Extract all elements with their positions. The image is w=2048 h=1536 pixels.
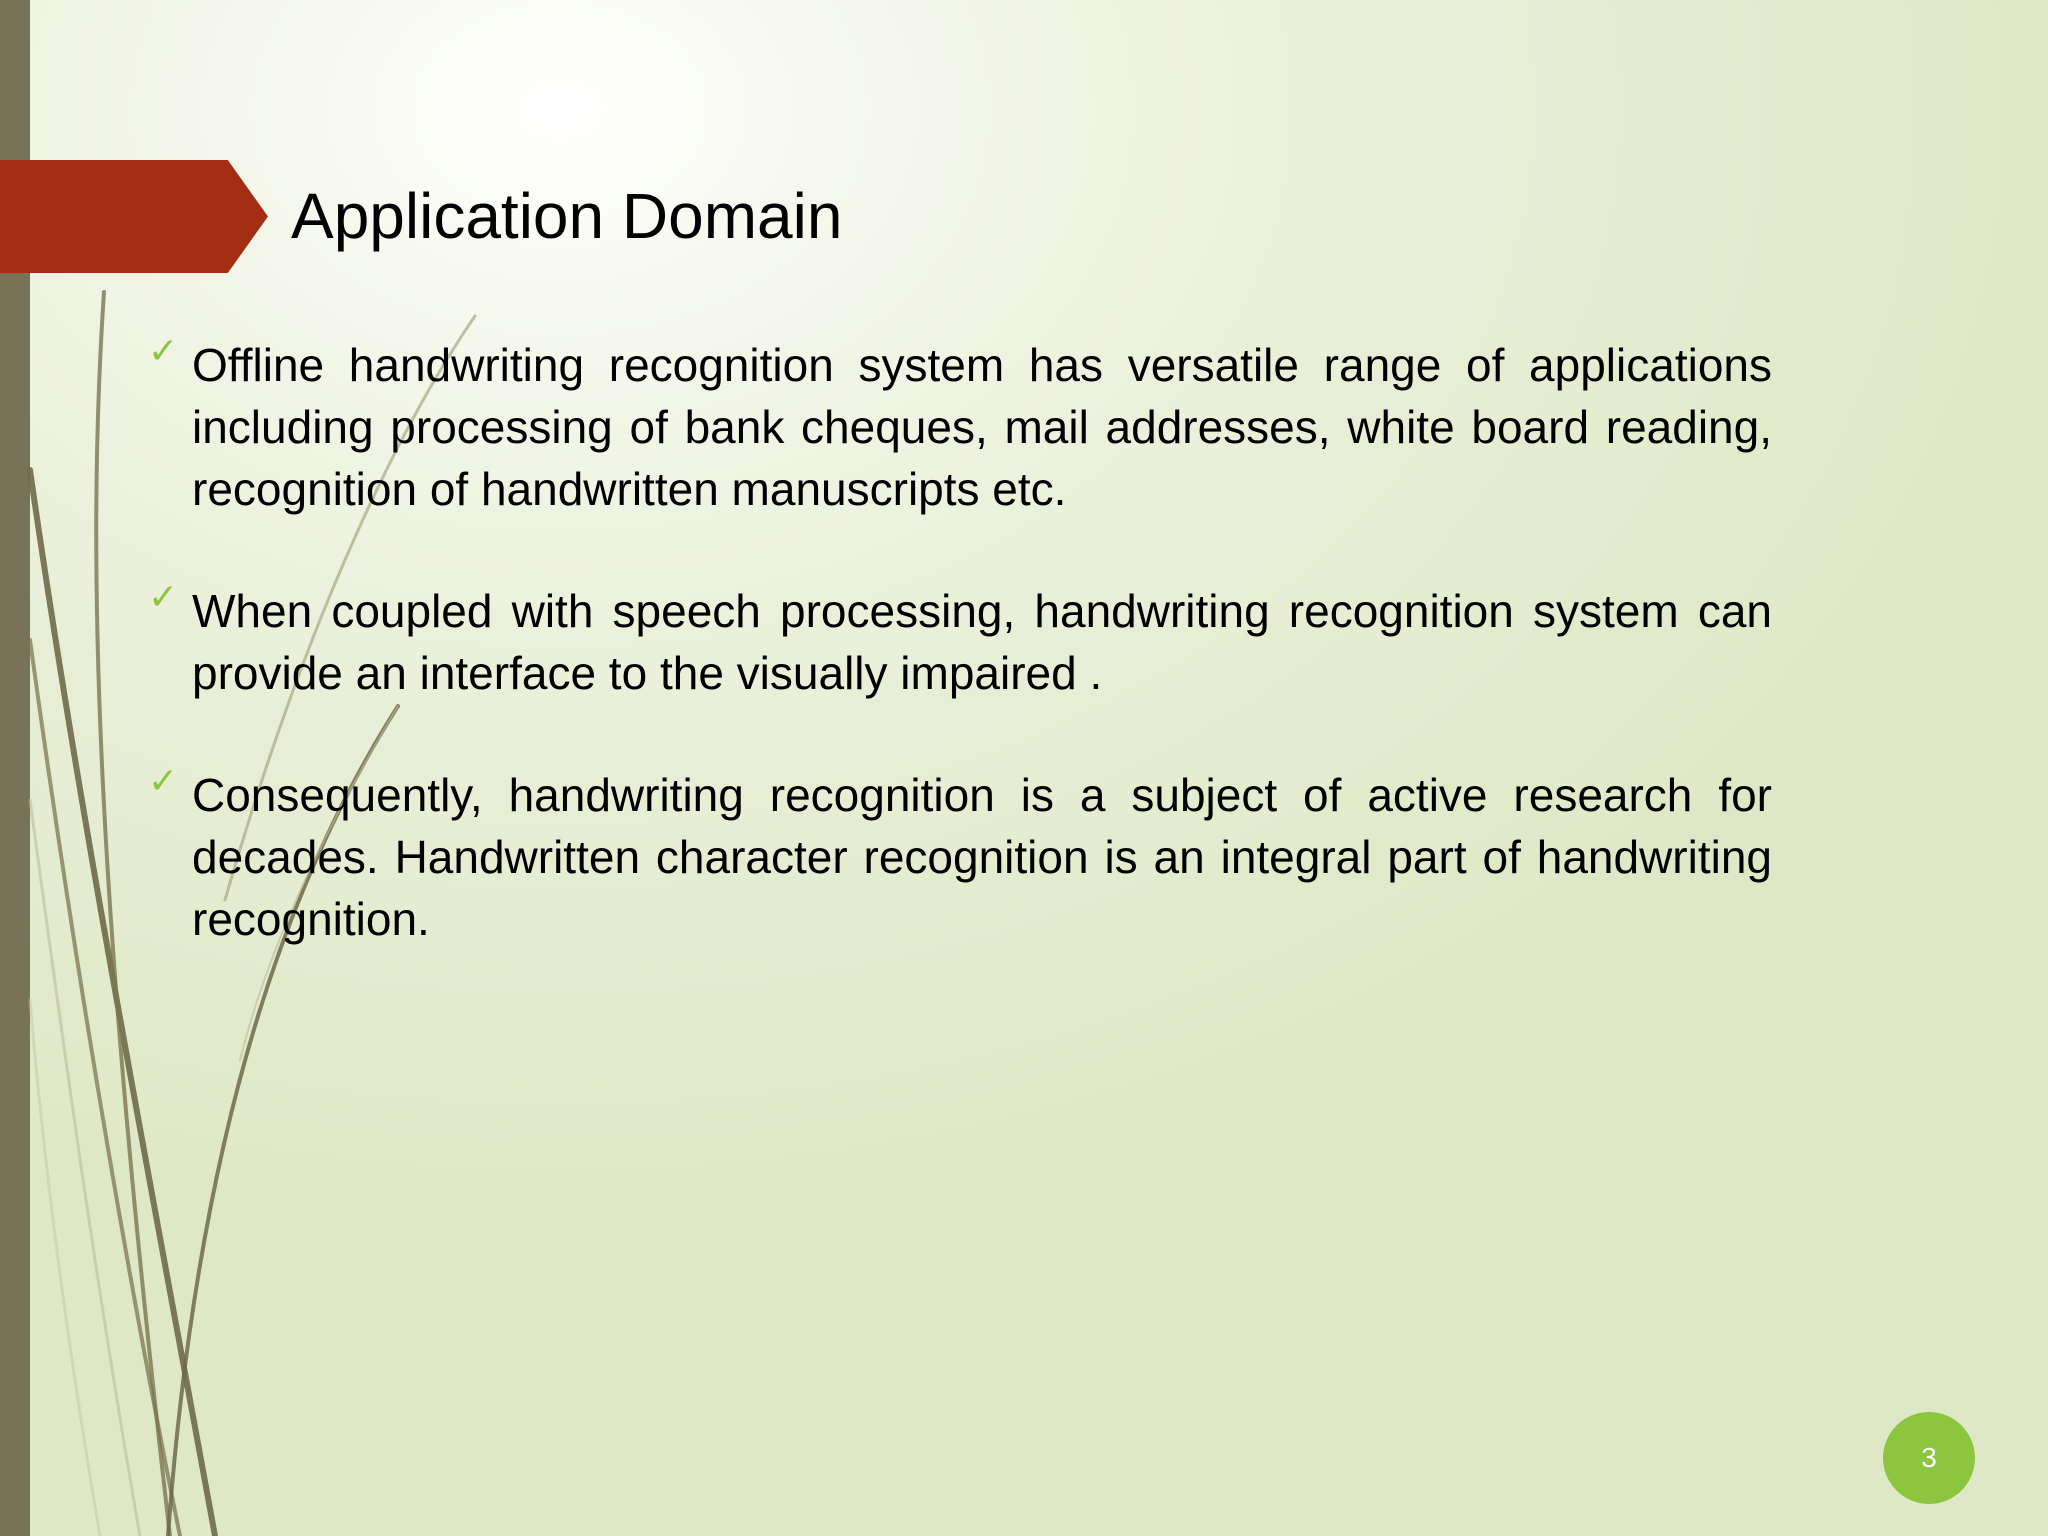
check-icon: ✓ [148, 761, 179, 802]
list-item [140, 761, 1772, 950]
check-icon: ✓ [148, 577, 179, 618]
bullet-text: When coupled with speech processing, handwriting recognition system can provide an interface to the visually impaired . [192, 585, 1772, 699]
title-arrow-shape [0, 160, 268, 273]
bullet-list [140, 331, 1772, 1010]
check-icon: ✓ [148, 331, 179, 372]
slide-title: Application Domain [291, 180, 843, 252]
page-number-badge: 3 [1883, 1412, 1975, 1504]
list-item [140, 331, 1772, 520]
list-item [140, 577, 1772, 704]
bullet-text: Offline handwriting recognition system has versatile range of applications including processing of bank cheques, mail addresses, white board reading, recognition of handwritten manuscripts etc. [192, 339, 1772, 515]
bullet-text: Consequently, handwriting recognition is a subject of active research for decades. Handwritten character recognition is an integral part of handwriting recognition. [192, 769, 1772, 945]
